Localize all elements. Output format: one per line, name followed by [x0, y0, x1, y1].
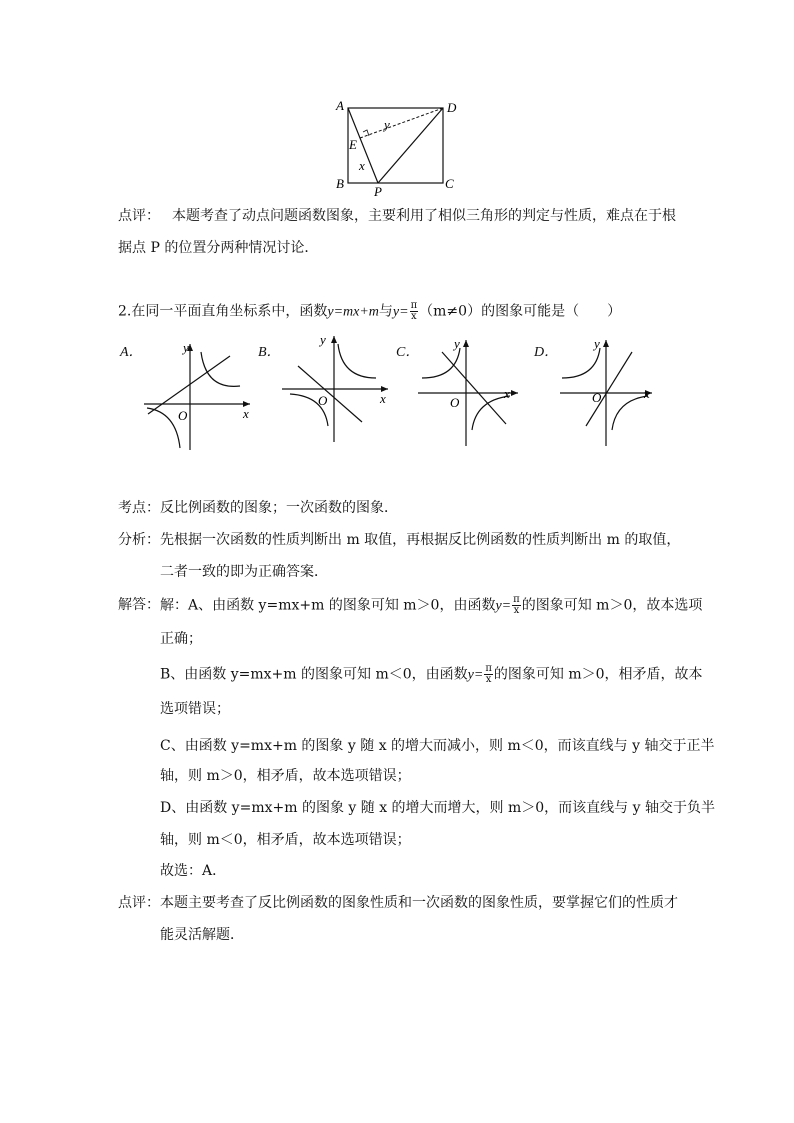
right-angle-mark	[363, 130, 369, 136]
y-label: y	[594, 336, 600, 351]
fraction-denominator: x	[513, 605, 520, 616]
origin-label: O	[178, 408, 188, 423]
origin-label: O	[318, 393, 328, 408]
jieda-b-line2: 选项错误；	[160, 701, 230, 717]
hyperbola-branch-1	[422, 348, 460, 378]
option-d-label: D．	[534, 345, 559, 360]
option-d-graph	[556, 334, 676, 452]
y-axis-arrow	[331, 336, 337, 343]
label-b: B	[336, 176, 344, 191]
label-a: A	[336, 98, 344, 113]
question2-func2-left: y=	[392, 304, 409, 320]
jieda-b-func: y=	[467, 667, 484, 683]
x-label: x	[380, 391, 386, 406]
dianping2-line2: 能灵活解题．	[160, 927, 244, 943]
jieda-b-pre: B、由函数 y=mx+m 的图象可知 m＜0，由函数	[160, 666, 468, 683]
kaodian-label: 考点：	[118, 500, 160, 516]
question2-suffix: （m≠0）的图象可能是（ ）	[419, 303, 622, 320]
question2-prefix: 2.在同一平面直角坐标系中，函数	[118, 303, 328, 320]
hyperbola-branch-2	[612, 396, 648, 430]
option-c-graph	[414, 334, 534, 452]
fenxi-line2: 二者一致的即为正确答案．	[160, 564, 328, 580]
label-x: x	[359, 158, 365, 173]
line-graph	[148, 356, 230, 414]
kaodian-text: 反比例函数的图象；一次函数的图象．	[160, 500, 398, 516]
x-label: x	[243, 406, 249, 421]
jieda-a-fraction	[512, 595, 521, 616]
y-label: y	[183, 340, 189, 355]
fenxi-line1: 先根据一次函数的性质判断出 m 取值，再根据反比例函数的性质判断出 m 的取值，	[160, 532, 681, 548]
option-c-label: C．	[396, 345, 420, 360]
y-label: y	[454, 336, 460, 351]
line-graph	[442, 352, 506, 424]
fraction-numerator: π	[513, 594, 520, 605]
x-label: x	[644, 386, 650, 401]
label-d: D	[447, 100, 457, 115]
y-label: y	[320, 332, 326, 347]
jieda-a-post: 的图象可知 m＞0，故本选项	[521, 597, 703, 614]
rectangle-figure	[330, 96, 470, 198]
question2-stem	[118, 301, 621, 323]
hyperbola-branch-1	[562, 348, 600, 378]
option-b-graph	[278, 330, 398, 448]
option-b-label: B．	[258, 345, 281, 360]
jieda-b-line1	[160, 664, 703, 686]
dianping2-line1: 本题主要考查了反比例函数的图象性质和一次函数的图象性质，要掌握它们的性质才	[160, 895, 678, 911]
review1-line2: 据点 P 的位置分两种情况讨论．	[118, 240, 319, 256]
jieda-conclusion: 故选：A．	[160, 863, 227, 879]
y-axis-arrow	[463, 340, 469, 347]
jieda-d-line2: 轴，则 m＜0，相矛盾，故本选项错误；	[160, 832, 411, 848]
x-label: x	[504, 386, 510, 401]
option-a-graph	[140, 338, 260, 456]
jieda-c-line2: 轴，则 m＞0，相矛盾，故本选项错误；	[160, 768, 411, 784]
jieda-label: 解答：	[118, 597, 160, 613]
label-p: P	[374, 184, 382, 198]
line-graph	[586, 352, 632, 426]
jieda-c-line1: C、由函数 y=mx+m 的图象 y 随 x 的增大而减小，则 m＜0，而该直线与 y 轴交于正半	[160, 738, 715, 754]
review1-label: 点评：	[118, 208, 160, 224]
question2-mid: 与	[378, 303, 393, 320]
fraction-denominator: x	[411, 311, 417, 322]
origin-label: O	[450, 395, 460, 410]
fraction-numerator: π	[410, 300, 418, 311]
hyperbola-branch-2	[472, 396, 510, 430]
hyperbola-branch-2	[147, 408, 180, 448]
question2-fraction	[410, 301, 419, 322]
jieda-a-line2: 正确；	[160, 631, 202, 647]
review1-line1: 本题考查了动点问题函数图象，主要利用了相似三角形的判定与性质，难点在于根	[172, 208, 676, 224]
dianping2-label: 点评：	[118, 895, 160, 911]
fraction-numerator: π	[485, 663, 492, 674]
label-y: y	[384, 117, 390, 132]
hyperbola-branch-1	[201, 352, 240, 386]
option-a-label: A．	[120, 345, 143, 360]
label-e: E	[349, 137, 357, 152]
jieda-a-pre: 解：A、由函数 y=mx+m 的图象可知 m＞0，由函数	[160, 597, 496, 614]
fraction-denominator: x	[485, 674, 492, 685]
jieda-b-post: 的图象可知 m＞0，相矛盾，故本	[493, 666, 703, 683]
origin-label: O	[592, 390, 602, 405]
jieda-a-line1	[160, 595, 702, 617]
fenxi-label: 分析：	[118, 532, 160, 548]
hyperbola-branch-1	[338, 344, 376, 378]
jieda-b-fraction	[484, 664, 493, 685]
label-c: C	[445, 176, 454, 191]
jieda-a-func: y=	[495, 598, 512, 614]
y-axis-arrow	[603, 340, 609, 347]
question2-func1: y=mx+m	[327, 304, 379, 320]
x-axis-arrow	[511, 390, 518, 396]
line-graph	[298, 366, 362, 422]
jieda-d-line1: D、由函数 y=mx+m 的图象 y 随 x 的增大而增大，则 m＞0，而该直线与 y 轴交于负半	[160, 800, 715, 816]
